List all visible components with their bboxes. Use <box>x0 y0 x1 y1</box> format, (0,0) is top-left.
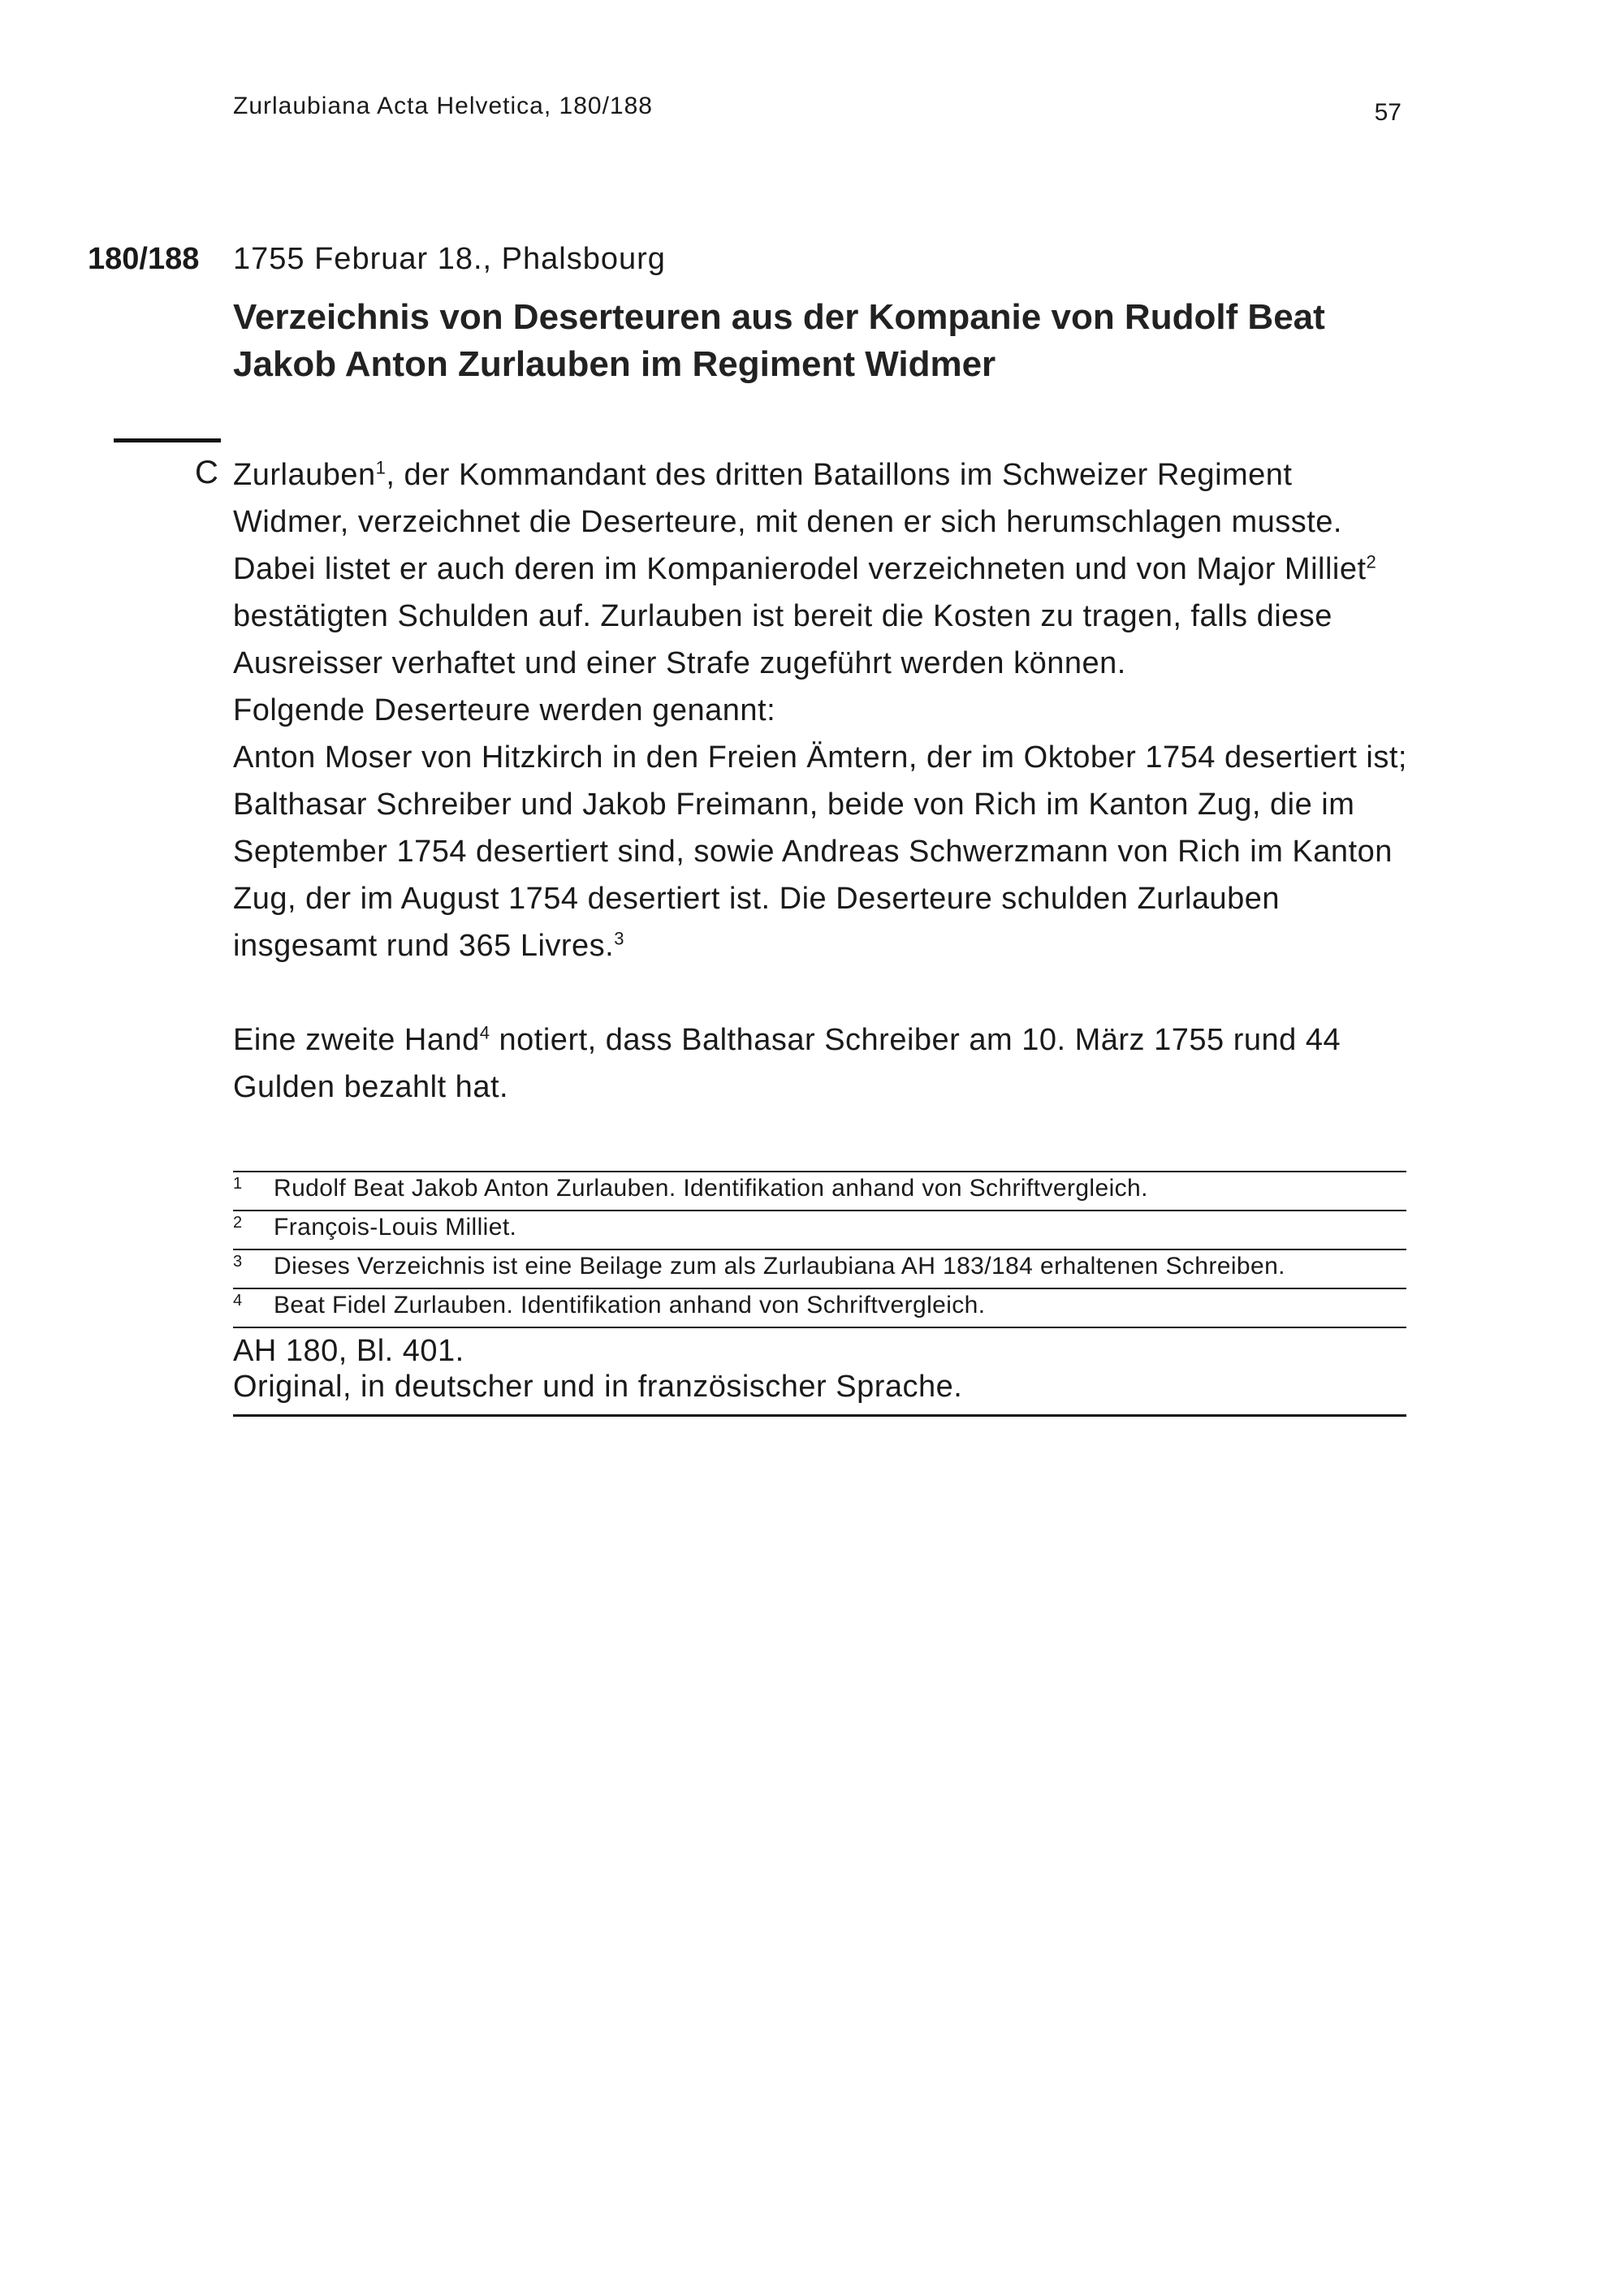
footnotes <box>233 1171 1406 1417</box>
running-head: Zurlaubiana Acta Helvetica, 180/188 <box>233 93 653 119</box>
footnote-number: 2 <box>233 1214 243 1232</box>
summary-paragraph-2: Folgende Deserteure werden genannt: <box>233 693 776 727</box>
entry-title: Verzeichnis von Deserteuren aus der Kompanie von Rudolf Beat Jakob Anton Zurlauben im Regiment Widmer <box>233 297 1325 384</box>
footnote <box>233 1171 1406 1210</box>
footnote-ref-1: 1 <box>375 457 387 478</box>
footnote-ref-2: 2 <box>1366 551 1377 572</box>
footnote-text: Rudolf Beat Jakob Anton Zurlauben. Identifikation anhand von Schriftvergleich. <box>274 1175 1148 1202</box>
entry-date-place: 1755 Februar 18., Phalsbourg <box>233 242 666 276</box>
footnote-number: 4 <box>233 1292 243 1310</box>
summary <box>233 451 1410 1111</box>
margin-mark: C <box>195 455 218 490</box>
footnote-text: Beat Fidel Zurlauben. Identifikation anhand von Schriftvergleich. <box>274 1292 986 1318</box>
source-signature: AH 180, Bl. 401. <box>233 1334 464 1368</box>
footnote-number: 1 <box>233 1175 243 1193</box>
footnote-text: François-Louis Milliet. <box>274 1214 517 1241</box>
summary-paragraph-1: Zurlauben$^1$, der Kommandant des dritten Bataillons im Schweizer Regiment Widmer, verzeichnet die Deserteure, mit denen er sich herumschlagen musste. Dabei listet er auch deren im Kompanierodel verzeichneten und von Major Milliet$^2$ bestätigten Schulden auf. Zurlauben ist bereit die Kosten zu tragen, falls diese Ausreisser verhaftet und einer Strafe zugeführt werden können. <box>233 457 1377 680</box>
summary-paragraph-3: Anton Moser von Hitzkirch in den Freien Ämtern, der im Oktober 1754 desertiert ist; Balthasar Schreiber und Jakob Freimann, beide von Rich im Kanton Zug, die im September 1754 desertiert sind, sowie Andreas Schwerzmann von Rich im Kanton Zug, der im August 1754 desertiert ist. Die Deserteure schulden Zurlauben insgesamt rund 365 Livres.$^3$ <box>233 740 1407 963</box>
summary-paragraph-4: Eine zweite Hand$^4$ notiert, dass Balthasar Schreiber am 10. März 1755 rund 44 Gulden bezahlt hat. <box>233 1022 1341 1104</box>
footnote <box>233 1210 1406 1249</box>
footnote-text: Dieses Verzeichnis ist eine Beilage zum als Zurlaubiana AH 183/184 erhaltenen Schreiben. <box>274 1253 1285 1280</box>
section-rule <box>114 438 221 442</box>
footnote-number: 3 <box>233 1253 243 1271</box>
source-note <box>233 1327 1406 1417</box>
footnote-ref-3: 3 <box>614 928 624 949</box>
entry-id: 180/188 <box>88 242 200 276</box>
footnote <box>233 1249 1406 1288</box>
footnote <box>233 1288 1406 1327</box>
source-description: Original, in deutscher und in französischer Sprache. <box>233 1370 963 1404</box>
footnote-ref-4: 4 <box>479 1022 490 1043</box>
page-number: 57 <box>1374 99 1402 126</box>
